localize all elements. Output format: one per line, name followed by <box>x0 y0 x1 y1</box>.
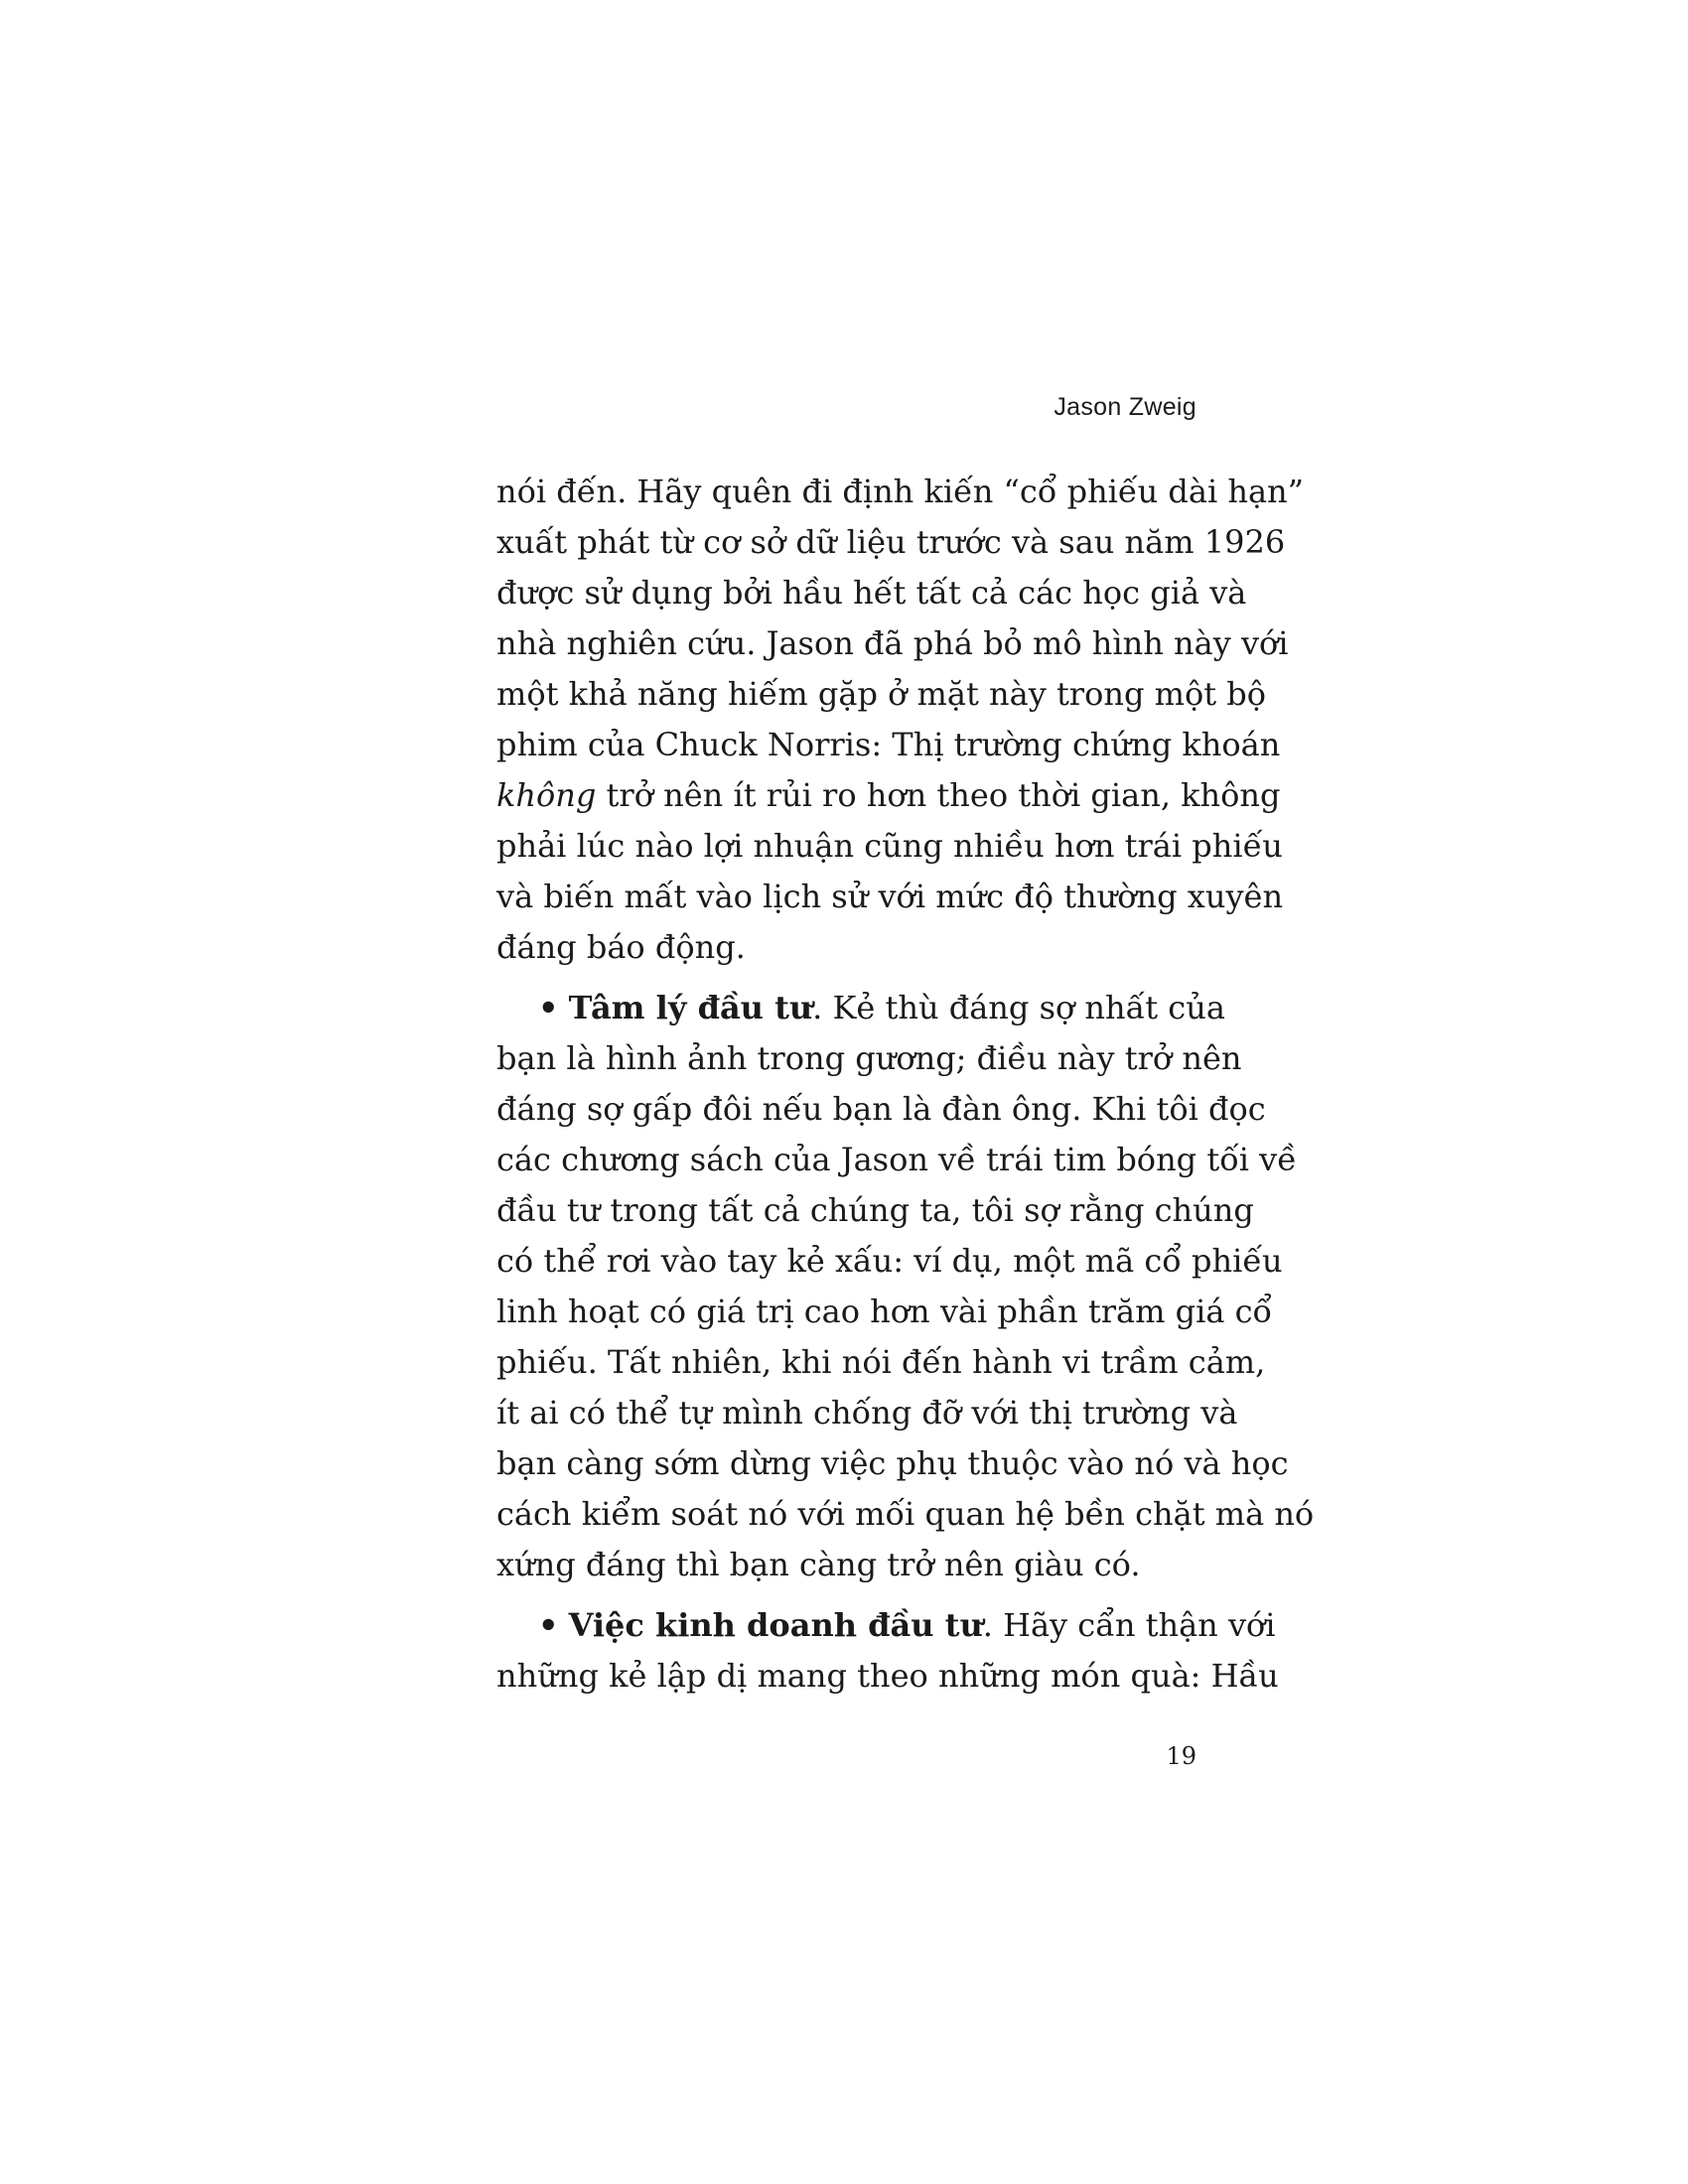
text-line: một khả năng hiếm gặp ở mặt này trong một bộ <box>496 675 1267 713</box>
text-line: đáng báo động. <box>496 928 746 966</box>
page-number: 19 <box>1166 1742 1196 1770</box>
text-line: phim của Chuck Norris: Thị trường chứng khoán <box>496 726 1281 763</box>
text-line: và biến mất vào lịch sử với mức độ thường xuyên <box>496 878 1284 915</box>
text-line: linh hoạt có giá trị cao hơn vài phần trăm giá cổ <box>496 1293 1273 1330</box>
paragraph-2 <box>496 983 1315 1590</box>
paragraph-1 <box>496 467 1304 973</box>
text-line: những kẻ lập dị mang theo những món quà: Hầu <box>496 1657 1279 1695</box>
text-line: ít ai có thể tự mình chống đỡ với thị trường và <box>496 1394 1238 1432</box>
italic-emphasis: không <box>496 776 597 814</box>
bullet-icon: • <box>538 989 559 1026</box>
paragraph-3 <box>496 1600 1279 1702</box>
text-line: các chương sách của Jason về trái tim bóng tối về <box>496 1141 1297 1178</box>
text-line: đầu tư trong tất cả chúng ta, tôi sợ rằng chúng <box>496 1191 1254 1229</box>
text-line: bạn là hình ảnh trong gương; điều này trở nên <box>496 1039 1242 1077</box>
text-line: xuất phát từ cơ sở dữ liệu trước và sau năm 1926 <box>496 523 1286 561</box>
text-line: nhà nghiên cứu. Jason đã phá bỏ mô hình này với <box>496 624 1289 662</box>
text-line-rest: trở nên ít rủi ro hơn theo thời gian, không <box>606 776 1281 814</box>
text-line-with-italic <box>496 770 1281 821</box>
text-line: đáng sợ gấp đôi nếu bạn là đàn ông. Khi tôi đọc <box>496 1090 1266 1128</box>
text-line: phải lúc nào lợi nhuận cũng nhiều hơn trái phiếu <box>496 827 1283 865</box>
lead-line-rest: . Kẻ thù đáng sợ nhất của <box>812 989 1225 1026</box>
lead-line-rest: . Hãy cẩn thận với <box>982 1606 1276 1644</box>
text-line: cách kiểm soát nó với mối quan hệ bền chặt mà nó <box>496 1495 1315 1533</box>
bullet-lead-line <box>496 983 1225 1033</box>
body-text <box>496 467 1315 1702</box>
bold-lead: Tâm lý đầu tư <box>568 989 813 1026</box>
text-line: có thể rơi vào tay kẻ xấu: ví dụ, một mã cổ phiếu <box>496 1242 1283 1280</box>
bold-lead: Việc kinh doanh đầu tư <box>568 1606 983 1644</box>
text-line: được sử dụng bởi hầu hết tất cả các học giả và <box>496 574 1247 612</box>
bullet-icon: • <box>538 1606 559 1644</box>
running-header: Jason Zweig <box>1054 393 1196 421</box>
bullet-lead-line <box>496 1600 1276 1651</box>
text-line: bạn càng sớm dừng việc phụ thuộc vào nó và học <box>496 1444 1289 1482</box>
text-line: phiếu. Tất nhiên, khi nói đến hành vi trầm cảm, <box>496 1343 1266 1381</box>
text-line: nói đến. Hãy quên đi định kiến “cổ phiếu dài hạn” <box>496 473 1304 510</box>
text-line: xứng đáng thì bạn càng trở nên giàu có. <box>496 1546 1141 1583</box>
